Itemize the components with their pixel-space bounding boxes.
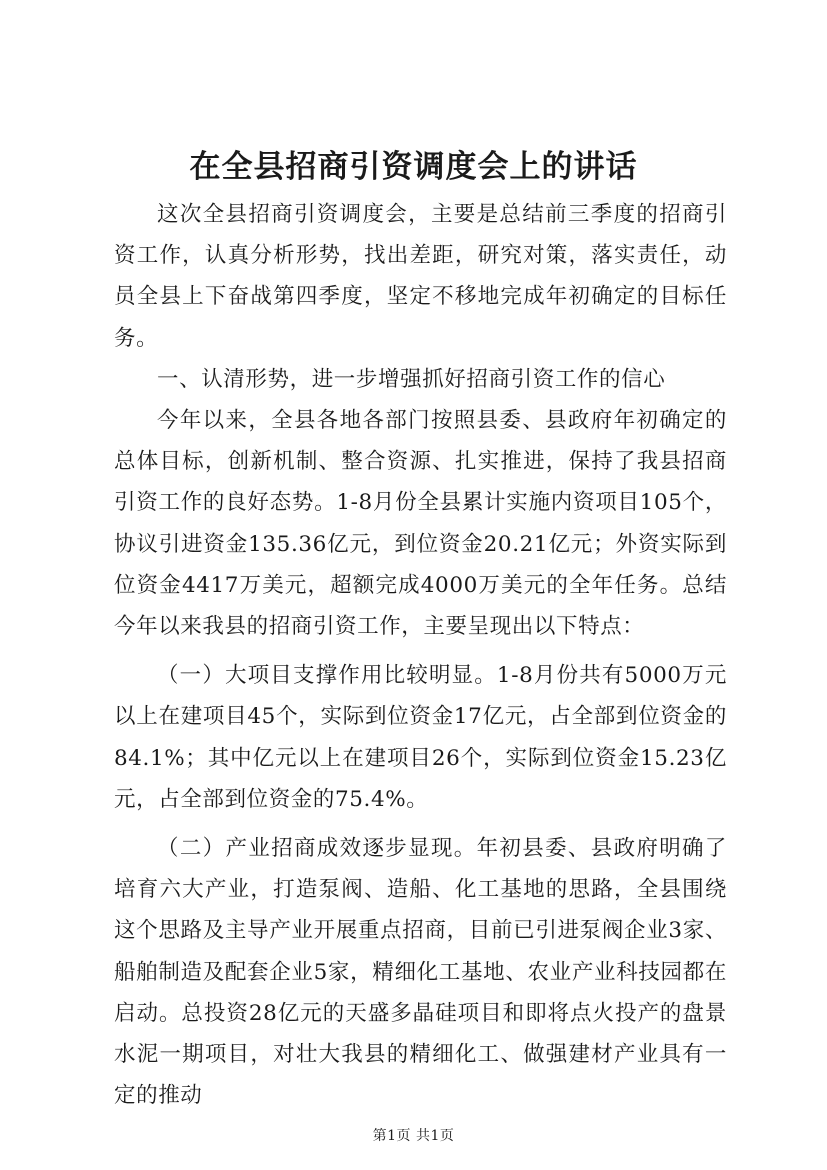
document-body bbox=[114, 194, 727, 1116]
paragraph-overview: 今年以来，全县各地各部门按照县委、县政府年初确定的总体目标，创新机制、整合资源、扎实推进，保持了我县招商引资工作的良好态势。1-8月份全县累计实施内资项目105个，协议引进资金135.36亿元，到位资金20.21亿元；外资实际到位资金4417万美元，超额完成4000万美元的全年任务。总结今年以来我县的招商引资工作，主要呈现出以下特点： bbox=[114, 408, 727, 640]
section-heading-1: 一、认清形势，进一步增强抓好招商引资工作的信心 bbox=[157, 366, 666, 392]
page-number-footer: 第1页 共1页 bbox=[372, 1128, 455, 1144]
paragraph-point-1: （一）大项目支撑作用比较明显。1-8月份共有5000万元以上在建项目45个，实际到位资金17亿元，占全部到位资金的84.1%；其中亿元以上在建项目26个，实际到位资金15.23亿元，占全部到位资金的75.4%。 bbox=[114, 663, 727, 812]
paragraph-point-2: （二）产业招商成效逐步显现。年初县委、县政府明确了培育六大产业，打造泵阀、造船、化工基地的思路，全县围绕这个思路及主导产业开展重点招商，目前已引进泵阀企业3家、船舶制造及配套企业5家，精细化工基地、农业产业科技园都在启动。总投资28亿元的天盛多晶硅项目和即将点火投产的盘景水泥一期项目，对壮大我县的精细化工、做强建材产业具有一定的推动 bbox=[114, 836, 727, 1109]
document-title: 在全县招商引资调度会上的讲话 bbox=[189, 149, 638, 185]
paragraph-intro: 这次全县招商引资调度会，主要是总结前三季度的招商引资工作，认真分析形势，找出差距，研究对策，落实责任，动员全县上下奋战第四季度，坚定不移地完成年初确定的目标任务。 bbox=[114, 202, 727, 351]
